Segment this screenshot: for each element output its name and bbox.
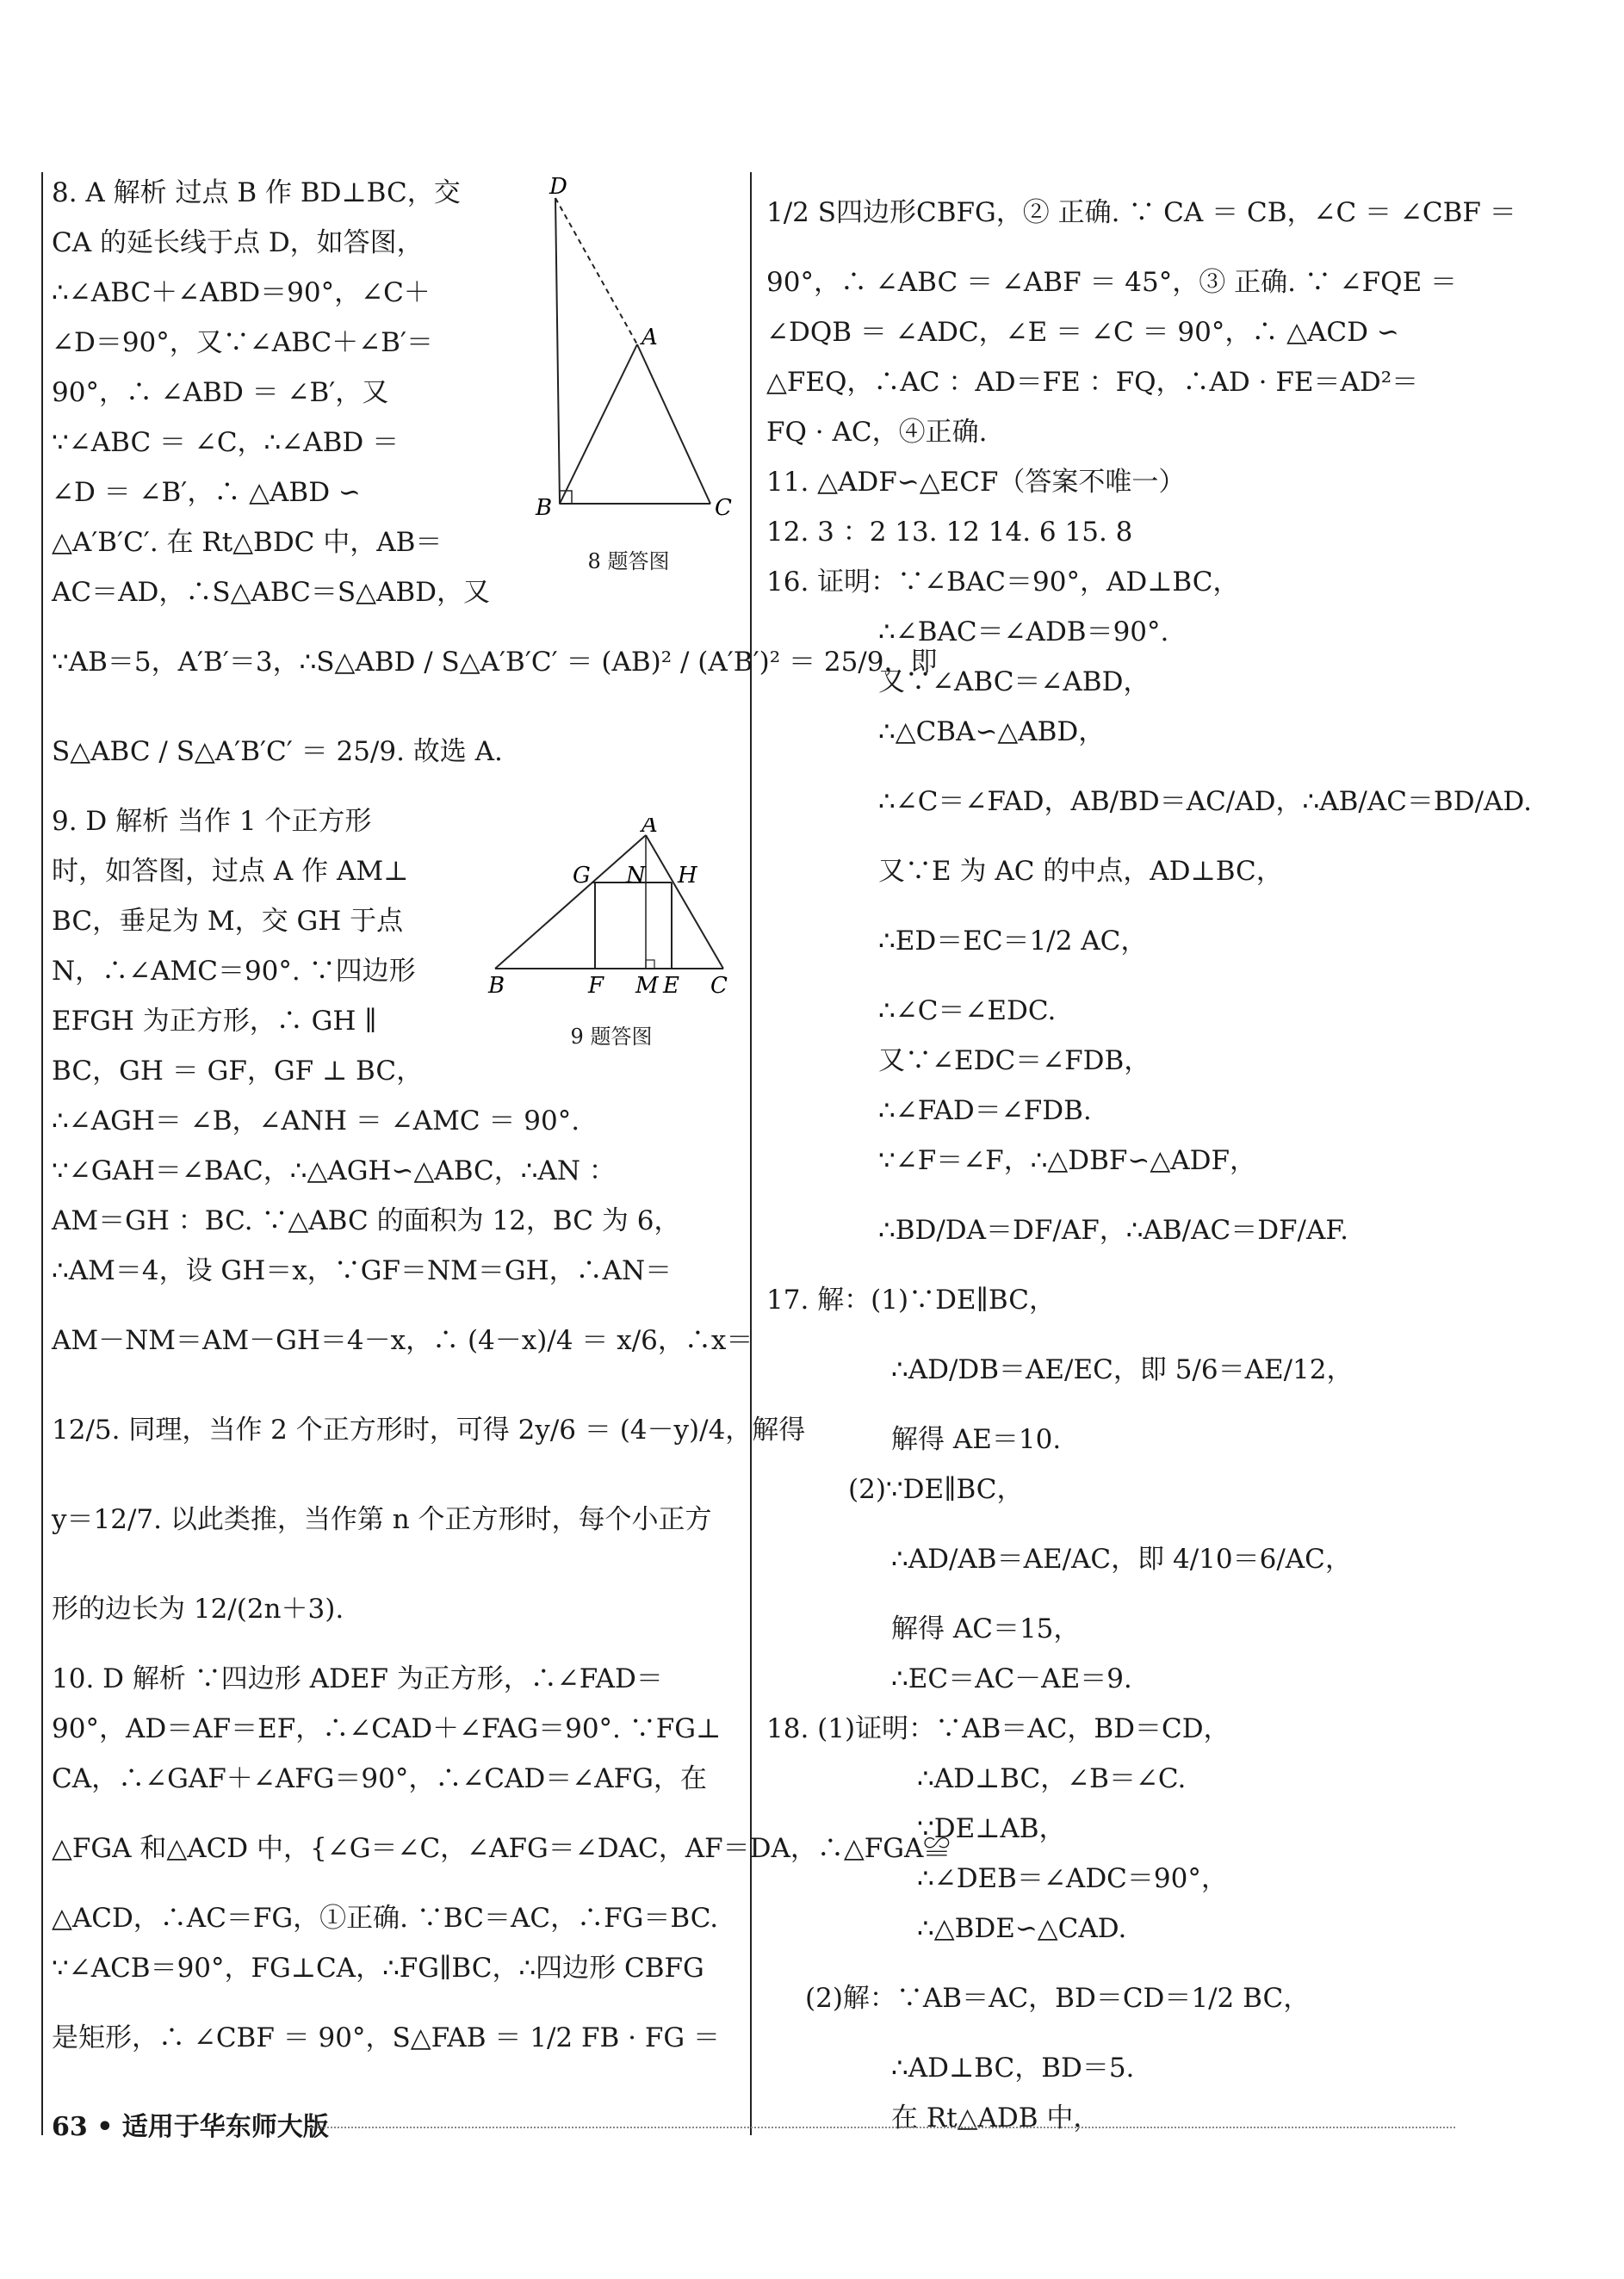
text-line: ∴∠BAC＝∠ADB＝90°. xyxy=(878,616,1169,647)
text-line: ∵∠ACB＝90°，FG⊥CA，∴FG∥BC，∴四边形 CBFG xyxy=(52,1953,704,1984)
figure-8-caption: 8 题答图 xyxy=(587,549,670,573)
right-column xyxy=(766,168,1532,2143)
text-line: FQ · AC，④正确. xyxy=(766,417,988,448)
text-line: 12/5. 同理，当作 2 个正方形时，可得 2y/6 ＝ (4－y)/4，解得 xyxy=(52,1415,806,1446)
text-line: BC，GH ＝ GF，GF ⊥ BC， xyxy=(52,1056,424,1087)
text-line: ∴AD⊥BC，∠B＝∠C. xyxy=(917,1763,1187,1794)
text-line: CA，∴∠GAF＋∠AFG＝90°，∴∠CAD＝∠AFG，在 xyxy=(52,1763,707,1794)
text-line: △FGA 和△ACD 中，{∠G＝∠C，∠AFG＝∠DAC，AF＝DA，∴△FGA≌ xyxy=(52,1833,951,1864)
fig9-label-n: N xyxy=(626,863,646,889)
text-line: 17. 解：(1)∵DE∥BC， xyxy=(766,1285,1056,1316)
text-line: 10. D 解析 ∵四边形 ADEF 为正方形，∴∠FAD＝ xyxy=(52,1663,663,1694)
text-line: 1/2 S四边形CBFG，② 正确. ∵ CA ＝ CB，∠C ＝ ∠CBF ＝ xyxy=(766,197,1516,228)
text-line: 90°，AD＝AF＝EF，∴∠CAD＋∠FAG＝90°. ∵FG⊥ xyxy=(52,1713,722,1744)
text-line: 9. D 解析 当作 1 个正方形 xyxy=(52,806,372,837)
text-line: 解得 AE＝10. xyxy=(891,1424,1062,1455)
text-line: 形的边长为 12/(2n＋3). xyxy=(52,1594,344,1625)
text-line: ∴ED＝EC＝1/2 AC， xyxy=(878,926,1148,957)
text-line: 在 Rt△ADB 中， xyxy=(891,2103,1100,2133)
text-line: ∵DE⊥AB， xyxy=(917,1813,1066,1844)
text-line: S△ABC / S△A′B′C′ ＝ 25/9. 故选 A. xyxy=(52,736,503,767)
text-line: △FEQ，∴AC ：AD＝FE ：FQ，∴AD · FE＝AD²＝ xyxy=(766,367,1419,398)
fig9-label-h: H xyxy=(678,863,697,889)
text-line: EFGH 为正方形，∴ GH ∥ xyxy=(52,1006,377,1037)
text-line: ∴∠ABC＋∠ABD＝90°，∠C＋ xyxy=(52,277,431,308)
fig9-label-f: F xyxy=(588,973,604,999)
text-line: CA 的延长线于点 D，如答图， xyxy=(52,227,424,258)
text-line: 8. A 解析 过点 B 作 BD⊥BC，交 xyxy=(52,177,461,208)
text-line: AM－NM＝AM－GH＝4－x，∴ (4－x)/4 ＝ x/6，∴x＝ xyxy=(52,1325,753,1356)
text-line: ∴∠C＝∠EDC. xyxy=(878,995,1057,1026)
text-line: ∴EC＝AC－AE＝9. xyxy=(891,1663,1132,1694)
figure-9-diagram xyxy=(478,818,745,999)
figure-9-caption: 9 题答图 xyxy=(570,1025,653,1049)
fig8-label-a: A xyxy=(642,325,658,350)
text-line: 解得 AC＝15， xyxy=(891,1613,1081,1644)
text-line: ∵∠F＝∠F，∴△DBF∽△ADF， xyxy=(878,1145,1256,1176)
text-line: 90°，∴ ∠ABD ＝ ∠B′，又 xyxy=(52,377,389,408)
left-rule xyxy=(41,172,43,2135)
text-line: ∴AD/DB＝AE/EC，即 5/6＝AE/12， xyxy=(891,1354,1354,1385)
text-line: ∴∠FAD＝∠FDB. xyxy=(878,1095,1092,1126)
text-line: 90°，∴ ∠ABC ＝ ∠ABF ＝ 45°，③ 正确. ∵ ∠FQE ＝ xyxy=(766,267,1458,298)
text-line: AM＝GH ：BC. ∵△ABC 的面积为 12，BC 为 6， xyxy=(52,1205,681,1236)
text-line: ∴∠AGH＝ ∠B，∠ANH ＝ ∠AMC ＝ 90°. xyxy=(52,1105,580,1136)
text-line: ∠D ＝ ∠B′，∴ △ABD ∽ xyxy=(52,477,361,508)
text-line: △A′B′C′. 在 Rt△BDC 中，AB＝ xyxy=(52,527,443,558)
text-line: ∴AD⊥BC，BD＝5. xyxy=(891,2053,1135,2084)
figure-9 xyxy=(478,818,745,1059)
page-footer: 63 • 适用于华东师大版 xyxy=(52,2112,329,2142)
text-line: AC＝AD，∴S△ABC＝S△ABD，又 xyxy=(52,577,490,608)
text-line: y＝12/7. 以此类推，当作第 n 个正方形时，每个小正方 xyxy=(52,1504,712,1535)
fig8-label-b: B xyxy=(536,495,553,521)
text-line: 又∵∠ABC＝∠ABD， xyxy=(878,666,1150,697)
fig8-label-c: C xyxy=(715,495,732,521)
text-line: ∴AM＝4，设 GH＝x，∵GF＝NM＝GH，∴AN＝ xyxy=(52,1255,673,1286)
text-line: ∴AD/AB＝AE/AC，即 4/10＝6/AC， xyxy=(891,1544,1352,1575)
text-line: △ACD，∴AC＝FG，①正确. ∵BC＝AC，∴FG＝BC. xyxy=(52,1903,719,1934)
text-line: ∴∠C＝∠FAD，AB/BD＝AC/AD，∴AB/AC＝BD/AD. xyxy=(878,786,1532,817)
text-line: ∠DQB ＝ ∠ADC，∠E ＝ ∠C ＝ 90°，∴ △ACD ∽ xyxy=(766,317,1399,348)
text-line: 11. △ADF∽△ECF（答案不唯一） xyxy=(766,467,1186,498)
text-line: 是矩形，∴ ∠CBF ＝ 90°，S△FAB ＝ 1/2 FB · FG ＝ xyxy=(52,2022,720,2053)
fig9-label-a: A xyxy=(642,818,658,838)
text-line: ∵AB＝5，A′B′＝3，∴S△ABD / S△A′B′C′ ＝ (AB)² / (A′B′)² ＝ 25/9，即 xyxy=(52,647,938,678)
text-line: ∴△BDE∽△CAD. xyxy=(917,1913,1127,1944)
fig9-label-m: M xyxy=(635,973,659,999)
figure-8-diagram xyxy=(517,172,741,525)
footer-dotted-rule xyxy=(310,2127,1455,2128)
text-line: 16. 证明：∵∠BAC＝90°，AD⊥BC， xyxy=(766,567,1240,598)
text-line: 18. (1)证明：∵AB＝AC，BD＝CD， xyxy=(766,1713,1230,1744)
text-line: 时，如答图，过点 A 作 AM⊥ xyxy=(52,856,409,887)
text-line: BC，垂足为 M，交 GH 于点 xyxy=(52,906,404,937)
fig9-label-b: B xyxy=(488,973,505,999)
text-line: ∵∠ABC ＝ ∠C，∴∠ABD ＝ xyxy=(52,427,400,458)
text-line: N，∴∠AMC＝90°. ∵四边形 xyxy=(52,956,416,987)
fig8-label-d: D xyxy=(549,174,567,200)
text-line: 又∵E 为 AC 的中点，AD⊥BC， xyxy=(878,856,1283,887)
text-line: (2)解：∵AB＝AC，BD＝CD＝1/2 BC， xyxy=(805,1983,1311,2014)
figure-8 xyxy=(517,172,741,577)
fig9-label-g: G xyxy=(573,863,591,889)
fig9-label-c: C xyxy=(710,973,728,999)
text-line: 又∵∠EDC＝∠FDB， xyxy=(878,1045,1151,1076)
fig9-label-e: E xyxy=(663,973,679,999)
text-line: ∠D＝90°，又∵∠ABC＋∠B′＝ xyxy=(52,327,434,358)
text-line: ∴BD/DA＝DF/AF，∴AB/AC＝DF/AF. xyxy=(878,1215,1348,1246)
text-line: ∵∠GAH＝∠BAC，∴△AGH∽△ABC，∴AN ： xyxy=(52,1155,616,1186)
text-line: ∴△CBA∽△ABD， xyxy=(878,716,1106,747)
text-line: ∴∠DEB＝∠ADC＝90°， xyxy=(917,1863,1228,1894)
text-line: (2)∵DE∥BC， xyxy=(848,1474,1024,1505)
text-line: 12. 3 ：2 13. 12 14. 6 15. 8 xyxy=(766,517,1133,548)
